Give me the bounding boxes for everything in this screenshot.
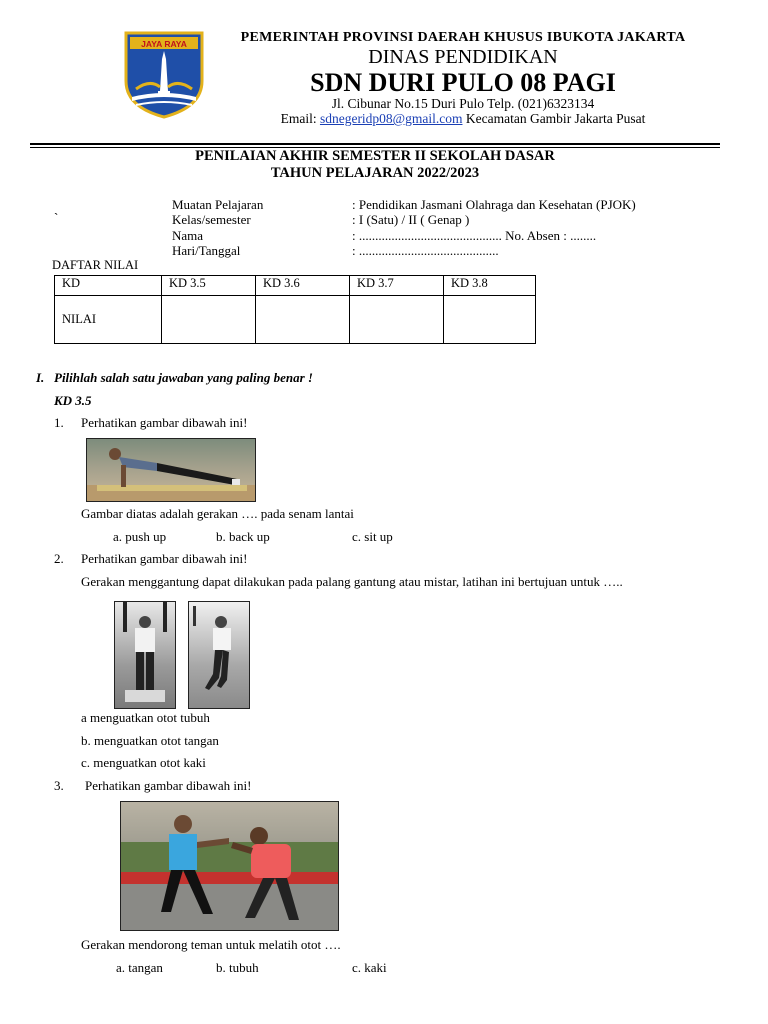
section-instruction: Pilihlah salah satu jawaban yang paling benar ! xyxy=(54,370,313,385)
question-3-option-b[interactable]: b. tubuh xyxy=(216,960,259,975)
question-1-option-c[interactable]: c. sit up xyxy=(352,529,393,544)
government-line: PEMERINTAH PROVINSI DAERAH KHUSUS IBUKOTA JAKARTA xyxy=(240,30,686,45)
info-value-class: : I (Satu) / II ( Genap ) xyxy=(352,212,470,227)
question-2-option-b[interactable]: b. menguatkan otot tangan xyxy=(81,733,219,748)
question-1-text: Gambar diatas adalah gerakan …. pada senam lantai xyxy=(81,506,354,521)
push-up-photo xyxy=(86,438,256,502)
info-label-subject: Muatan Pelajaran xyxy=(172,197,264,212)
question-3-text: Gerakan mendorong teman untuk melatih otot …. xyxy=(81,937,341,952)
stray-mark: ` xyxy=(54,210,59,225)
pushing-partner-photo xyxy=(120,801,339,931)
grade-row-label: NILAI xyxy=(55,296,162,344)
grade-header-kd38: KD 3.8 xyxy=(444,276,536,296)
grade-header-kd: KD xyxy=(55,276,162,296)
info-value-date: : ........................................... xyxy=(352,243,499,258)
question-3-option-c[interactable]: c. kaki xyxy=(352,960,387,975)
question-1-option-a[interactable]: a. push up xyxy=(113,529,167,544)
logo-text: JAYA RAYA xyxy=(141,39,187,49)
jakarta-logo xyxy=(122,29,206,119)
info-value-subject: : Pendidikan Jasmani Olahraga dan Kesehatan (PJOK) xyxy=(352,197,636,212)
exam-title: PENILAIAN AKHIR SEMESTER II SEKOLAH DASAR xyxy=(195,148,555,164)
grade-cell-kd35[interactable] xyxy=(162,296,256,344)
grade-cell-kd36[interactable] xyxy=(256,296,350,344)
school-address: Jl. Cibunar No.15 Duri Pulo Telp. (021)6323134 xyxy=(331,96,595,111)
question-1-option-b[interactable]: b. back up xyxy=(216,529,270,544)
question-2-text: Gerakan menggantung dapat dilakukan pada palang gantung atau mistar, latihan ini bertujuan untuk ….. xyxy=(81,574,623,589)
email-label: Email: xyxy=(280,111,317,126)
contact-line xyxy=(210,111,716,127)
question-1-number: 1. xyxy=(54,415,64,430)
kd-heading: KD 3.5 xyxy=(54,393,92,408)
grade-table-caption: DAFTAR NILAI xyxy=(52,258,139,272)
question-2-option-a[interactable]: a menguatkan otot tubuh xyxy=(81,710,210,725)
academic-year: TAHUN PELAJARAN 2022/2023 xyxy=(270,165,480,181)
hanging-photo-side xyxy=(188,601,250,709)
grade-table-header-row xyxy=(55,276,536,296)
school-name: SDN DURI PULO 08 PAGI xyxy=(310,68,616,97)
question-2-prompt: Perhatikan gambar dibawah ini! xyxy=(81,551,248,566)
department-line: DINAS PENDIDIKAN xyxy=(368,46,558,68)
info-label-class: Kelas/semester xyxy=(172,212,251,227)
info-label-date: Hari/Tanggal xyxy=(172,243,241,258)
hanging-photo-front xyxy=(114,601,176,709)
info-value-name: : ............................................ No. Absen : ........ xyxy=(352,228,597,243)
grade-header-kd36: KD 3.6 xyxy=(256,276,350,296)
grade-cell-kd38[interactable] xyxy=(444,296,536,344)
question-1-prompt: Perhatikan gambar dibawah ini! xyxy=(81,415,248,430)
question-2-number: 2. xyxy=(54,551,64,566)
question-3-number: 3. xyxy=(54,778,64,793)
question-2-option-c[interactable]: c. menguatkan otot kaki xyxy=(81,755,206,770)
question-3-option-a[interactable]: a. tangan xyxy=(116,960,163,975)
section-number: I. xyxy=(36,370,45,385)
district-text: Kecamatan Gambir Jakarta Pusat xyxy=(465,111,646,126)
header-rule-thick xyxy=(30,143,720,145)
grade-cell-kd37[interactable] xyxy=(350,296,444,344)
info-label-name: Nama xyxy=(172,228,204,243)
email-link[interactable]: sdnegeridp08@gmail.com xyxy=(319,111,463,126)
grade-header-kd37: KD 3.7 xyxy=(350,276,444,296)
grade-header-kd35: KD 3.5 xyxy=(162,276,256,296)
grade-table-value-row xyxy=(55,296,536,344)
grade-table xyxy=(54,275,536,344)
question-3-prompt: Perhatikan gambar dibawah ini! xyxy=(85,778,252,793)
